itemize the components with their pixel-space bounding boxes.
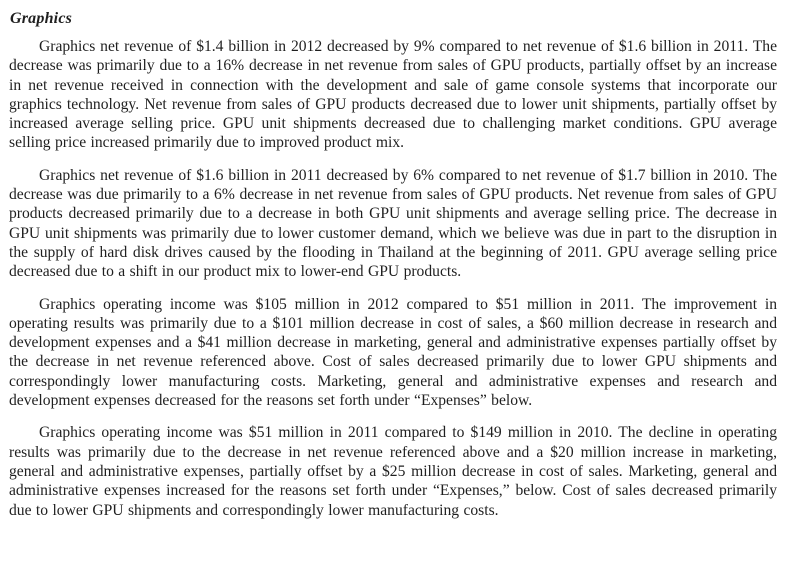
section-heading: Graphics [10, 10, 73, 27]
paragraph-operating-income-2012: Graphics operating income was $105 million in 2012 compared to $51 million in 2011. The improvement in operating results was primarily due to a $101 million decrease in cost of sales, a $60 million decrease in research and development expenses and a $41 million decrease in marketing, general and administrative expenses partially offset by the decrease in net revenue referenced above. Cost of sales decreased primarily due to lower GPU shipments and correspondingly lower manufacturing costs. Marketing, general and administrative expenses and research and development expenses decreased for the reasons set forth under “Expenses” below. [9, 295, 777, 410]
paragraph-operating-income-2011: Graphics operating income was $51 million in 2011 compared to $149 million in 2010. The decline in operating results was primarily due to the decrease in net revenue referenced above and a $20 million increase in marketing, general and administrative expenses, partially offset by a $25 million decrease in cost of sales. Marketing, general and administrative expenses increased for the reasons set forth under “Expenses,” below. Cost of sales decreased primarily due to lower GPU shipments and correspondingly lower manufacturing costs. [9, 424, 777, 519]
paragraph-net-revenue-2011: Graphics net revenue of $1.6 billion in 2011 decreased by 6% compared to net revenue of $1.7 billion in 2010. The decrease was due primarily to a 6% decrease in net revenue from sales of GPU products. Net revenue from sales of GPU products decreased primarily due to a decrease in both GPU unit shipments and average selling price. The decrease in GPU unit shipments was primarily due to lower customer demand, which we believe was due in part to the disruption in the supply of hard disk drives caused by the flooding in Thailand at the beginning of 2011. GPU average selling price decreased due to a shift in our product mix to lower-end GPU products. [9, 166, 777, 281]
paragraph-net-revenue-2012: Graphics net revenue of $1.4 billion in 2012 decreased by 9% compared to net revenue of $1.6 billion in 2011. The decrease was primarily due to a 16% decrease in net revenue from sales of GPU products, partially offset by an increase in net revenue received in connection with the development and sale of game console systems that incorporate our graphics technology. Net revenue from sales of GPU products decreased due to lower unit shipments, partially offset by increased average selling price. GPU unit shipments decreased due to challenging market conditions. GPU average selling price increased primarily due to improved product mix. [9, 38, 777, 152]
